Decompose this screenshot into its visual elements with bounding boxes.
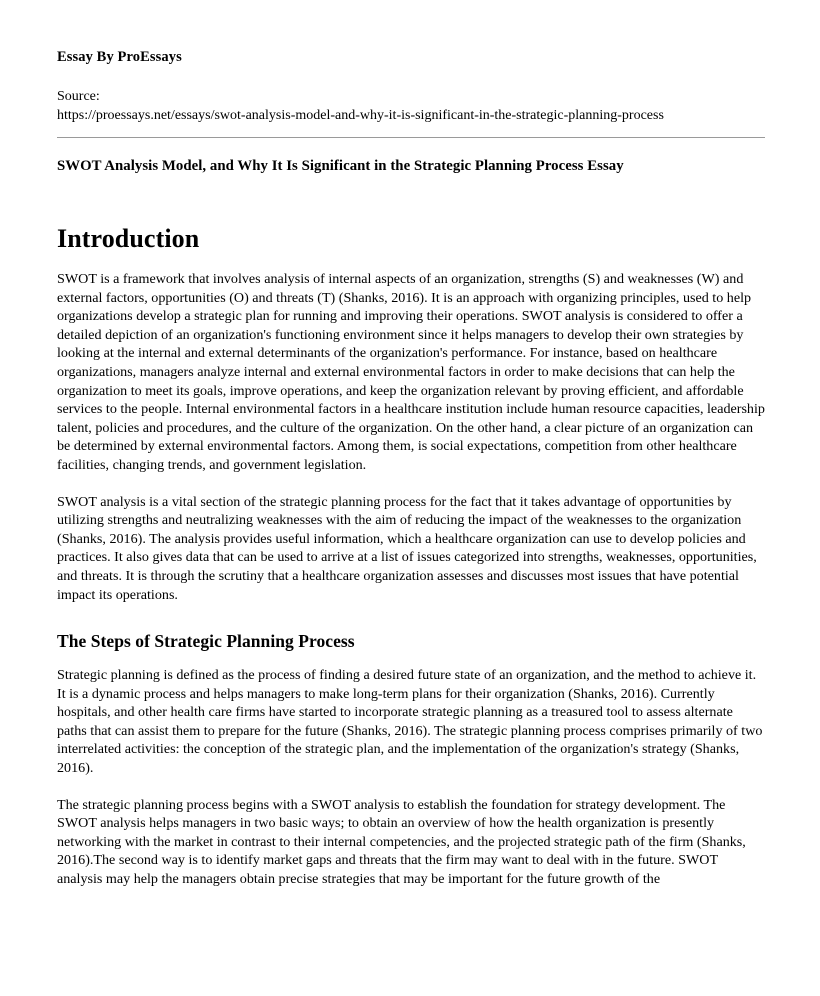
source-url[interactable]: https://proessays.net/essays/swot-analysis-model-and-why-it-is-significant-in-the-strategic-planning-process: [57, 107, 664, 123]
source-label: Source:: [57, 89, 100, 104]
document-content: [57, 48, 765, 889]
header-divider: [57, 137, 765, 138]
paragraph: SWOT is a framework that involves analysis of internal aspects of an organization, strengths (S) and weaknesses (W) and external factors, opportunities (O) and threats (T) (Shanks, 2016). It is an approach with organizing principles, used to help organizations develop a strategic plan for running and improving their operations. SWOT analysis is considered to offer a detailed depiction of an organization's functioning environment since it helps managers to develop their own strategies by looking at the internal and external determinants of the organization's performance. For instance, based on healthcare organizations, managers analyze internal and external environmental factors in order to make decisions that can help the organization to meet its goals, improve operations, and keep the organization relevant by proving efficient, and affordable services to the people. Internal environmental factors in a healthcare institution include human resource capacities, leadership talent, policies and procedures, and the culture of the organization. On the other hand, a clear picture of an organization can be determined by external environmental factors. Among them, is social expectations, competition from other healthcare facilities, changing trends, and government legislation.: [57, 271, 765, 473]
page-title: SWOT Analysis Model, and Why It Is Significant in the Strategic Planning Process Essay: [57, 158, 624, 174]
paragraph: SWOT analysis is a vital section of the strategic planning process for the fact that it takes advantage of opportunities by utilizing strengths and neutralizing weaknesses with the aim of reducing the impact of the weaknesses to the organization (Shanks, 2016). The analysis provides useful information, which a healthcare organization can use to develop policies and practices. It also gives data that can be used to arrive at a list of issues categorized into strengths, weaknesses, opportunities, and threats. It is through the scrutiny that a healthcare organization assesses and discusses most issues that have potential impact its operations.: [57, 493, 757, 603]
paragraph: The strategic planning process begins with a SWOT analysis to establish the foundation for strategy development. The SWOT analysis helps managers in two basic ways; to obtain an overview of how the health organization is presently networking with the market in contrast to their internal competencies, and the projected strategic path of the firm (Shanks, 2016).The second way is to identify market gaps and threats that the firm may want to deal with in the future. SWOT analysis may help the managers obtain precise strategies that may be important for the future growth of the: [57, 796, 746, 888]
site-name: Essay By ProEssays: [57, 49, 182, 65]
source-block: [57, 88, 765, 125]
section-heading-steps: The Steps of Strategic Planning Process: [57, 631, 355, 652]
section-heading-introduction: Introduction: [57, 224, 200, 253]
paragraph: Strategic planning is defined as the process of finding a desired future state of an organization, and the method to achieve it. It is a dynamic process and helps managers to make long-term plans for their organization (Shanks, 2016). Currently hospitals, and other health care firms have started to incorporate strategic planning as a treasured tool to assess alternate paths that can assist them to prepare for the future (Shanks, 2016). The strategic planning process comprises primarily of two interrelated activities: the conception of the strategic plan, and the implementation of the organization's strategy (Shanks, 2016).: [57, 667, 763, 777]
